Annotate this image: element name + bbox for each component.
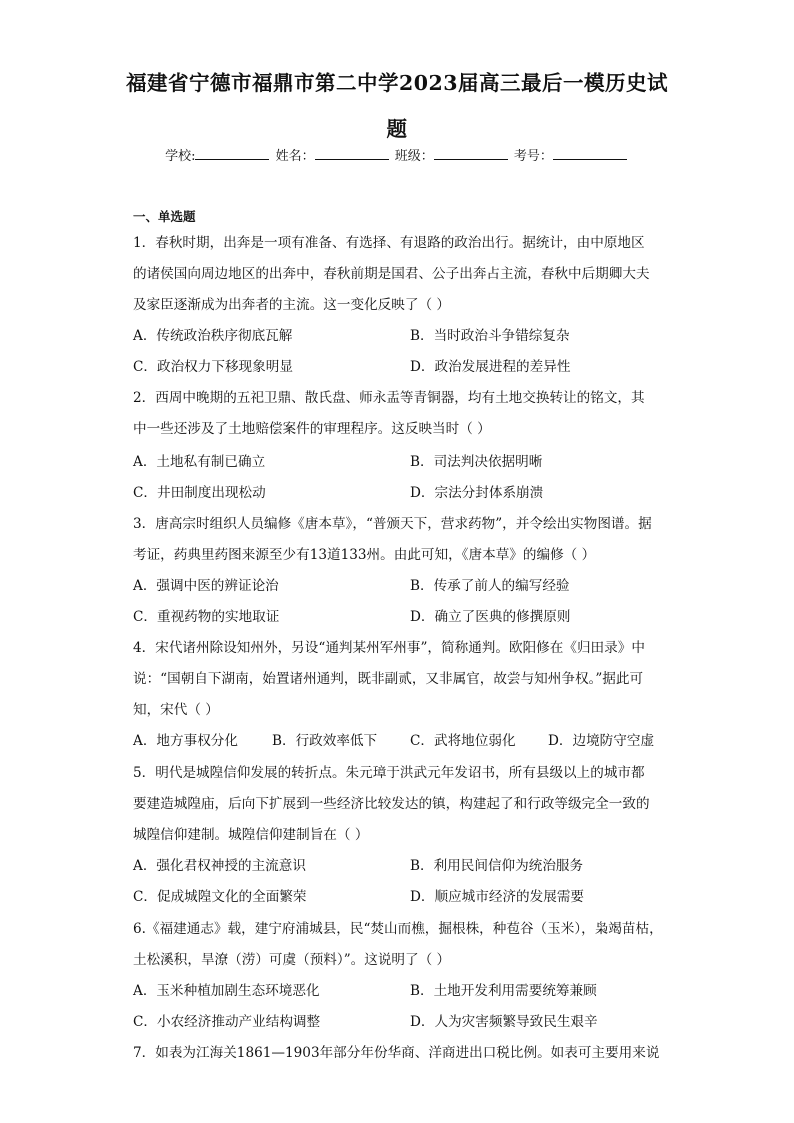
q6-line1: 6.《福建通志》载，建宁府浦城县，民“焚山而樵，掘根株，种苞谷（玉米），枭竭苗枯， — [133, 921, 663, 937]
q4-line2: 说：“国朝自下湖南，始置诸州通判，既非副贰，又非属官，故尝与知州争权。”据此可 — [133, 671, 644, 687]
exam-title-line1: 福建省宁德市福鼎市第二中学2023届高三最后一模历史试 — [125, 71, 669, 95]
q2-option-b[interactable]: B．司法判决依据明晰 — [410, 454, 543, 470]
q5-option-c[interactable]: C．促成城隍文化的全面繁荣 — [133, 889, 307, 905]
q4-option-b[interactable]: B．行政效率低下 — [272, 733, 378, 749]
q7-line1: 7．如表为江海关1861—1903年部分年份华商、洋商进出口税比例。如表可主要用来说 — [133, 1045, 660, 1061]
section-title: 一、单选题 — [133, 209, 196, 224]
q5-option-b[interactable]: B．利用民间信仰为统治服务 — [410, 858, 584, 874]
q4-option-a[interactable]: A．地方事权分化 — [133, 733, 238, 749]
q4-option-c[interactable]: C．武将地位弱化 — [410, 733, 516, 749]
q1-line3: 及家臣逐渐成为出奔者的主流。这一变化反映了（ ） — [133, 297, 450, 313]
class-blank[interactable] — [434, 147, 508, 160]
q2-option-a[interactable]: A．土地私有制已确立 — [133, 454, 266, 470]
q3-option-c[interactable]: C．重视药物的实地取证 — [133, 609, 280, 625]
q1-option-d[interactable]: D．政治发展进程的差异性 — [410, 359, 571, 375]
q3-option-d[interactable]: D．确立了医典的修撰原则 — [410, 609, 571, 625]
q1-option-a[interactable]: A．传统政治秩序彻底瓦解 — [133, 328, 293, 344]
q5-line1: 5．明代是城隍信仰发展的转折点。朱元璋于洪武元年发诏书，所有县级以上的城市都 — [133, 765, 645, 781]
exam-number-label: 考号： — [513, 149, 553, 164]
q4-line3: 知，宋代（ ） — [133, 702, 219, 718]
q3-line2: 考证，药典里药图来源至少有13道133州。由此可知，《唐本草》的编修（ ） — [133, 547, 596, 563]
q1-option-c[interactable]: C．政治权力下移现象明显 — [133, 359, 293, 375]
q1-line2: 的诸侯国向周边地区的出奔中，春秋前期是国君、公子出奔占主流，春秋中后期卿大夫 — [133, 266, 650, 282]
q6-option-b[interactable]: B．土地开发利用需要统筹兼顾 — [410, 983, 597, 999]
q4-option-d[interactable]: D．边境防守空虚 — [548, 733, 655, 749]
q3-option-a[interactable]: A．强调中医的辨证论治 — [133, 578, 279, 594]
name-blank[interactable] — [315, 147, 389, 160]
q6-option-d[interactable]: D．人为灾害频繁导致民生艰辛 — [410, 1014, 598, 1030]
q2-option-c[interactable]: C．井田制度出现松动 — [133, 485, 266, 501]
class-label: 班级： — [394, 149, 434, 164]
q3-option-b[interactable]: B．传承了前人的编写经验 — [410, 578, 570, 594]
q1-option-b[interactable]: B．当时政治斗争错综复杂 — [410, 328, 570, 344]
q5-option-a[interactable]: A．强化君权神授的主流意识 — [133, 858, 306, 874]
q5-option-d[interactable]: D．顺应城市经济的发展需要 — [410, 889, 585, 905]
q3-line1: 3．唐高宗时组织人员编修《唐本草》，“普颁天下，营求药物”，并令绘出实物图谱。据 — [133, 516, 652, 532]
school-blank[interactable] — [195, 147, 269, 160]
q4-line1: 4．宋代诸州除设知州外，另设“通判某州军州事”，简称通判。欧阳修在《归田录》中 — [133, 640, 645, 656]
q2-line1: 2．西周中晚期的五祀卫鼎、散氏盘、师永盂等青铜器，均有土地交换转让的铭文，其 — [133, 390, 645, 406]
q5-line3: 城隍信仰建制。城隍信仰建制旨在（ ） — [133, 827, 369, 843]
q2-line2: 中一些还涉及了土地赔偿案件的审理程序。这反映当时（ ） — [133, 421, 491, 437]
school-label: 学校: — [165, 149, 196, 164]
q1-line1: 1．春秋时期，出奔是一项有准备、有选择、有退路的政治出行。据统计，由中原地区 — [133, 235, 645, 251]
student-info-row — [0, 145, 794, 164]
q2-option-d[interactable]: D．宗法分封体系崩溃 — [410, 485, 544, 501]
q6-line2: 土松溪积，旱潦（涝）可虞（预料）”。这说明了（ ） — [133, 952, 451, 968]
q5-line2: 要建造城隍庙，后向下扩展到一些经济比较发达的镇，构建起了和行政等级完全一致的 — [133, 796, 650, 812]
exam-title-line2: 题 — [386, 117, 408, 141]
q6-option-c[interactable]: C．小农经济推动产业结构调整 — [133, 1014, 321, 1030]
exam-number-blank[interactable] — [553, 147, 627, 160]
q6-option-a[interactable]: A．玉米种植加剧生态环境恶化 — [133, 983, 320, 999]
name-label: 姓名： — [275, 149, 315, 164]
